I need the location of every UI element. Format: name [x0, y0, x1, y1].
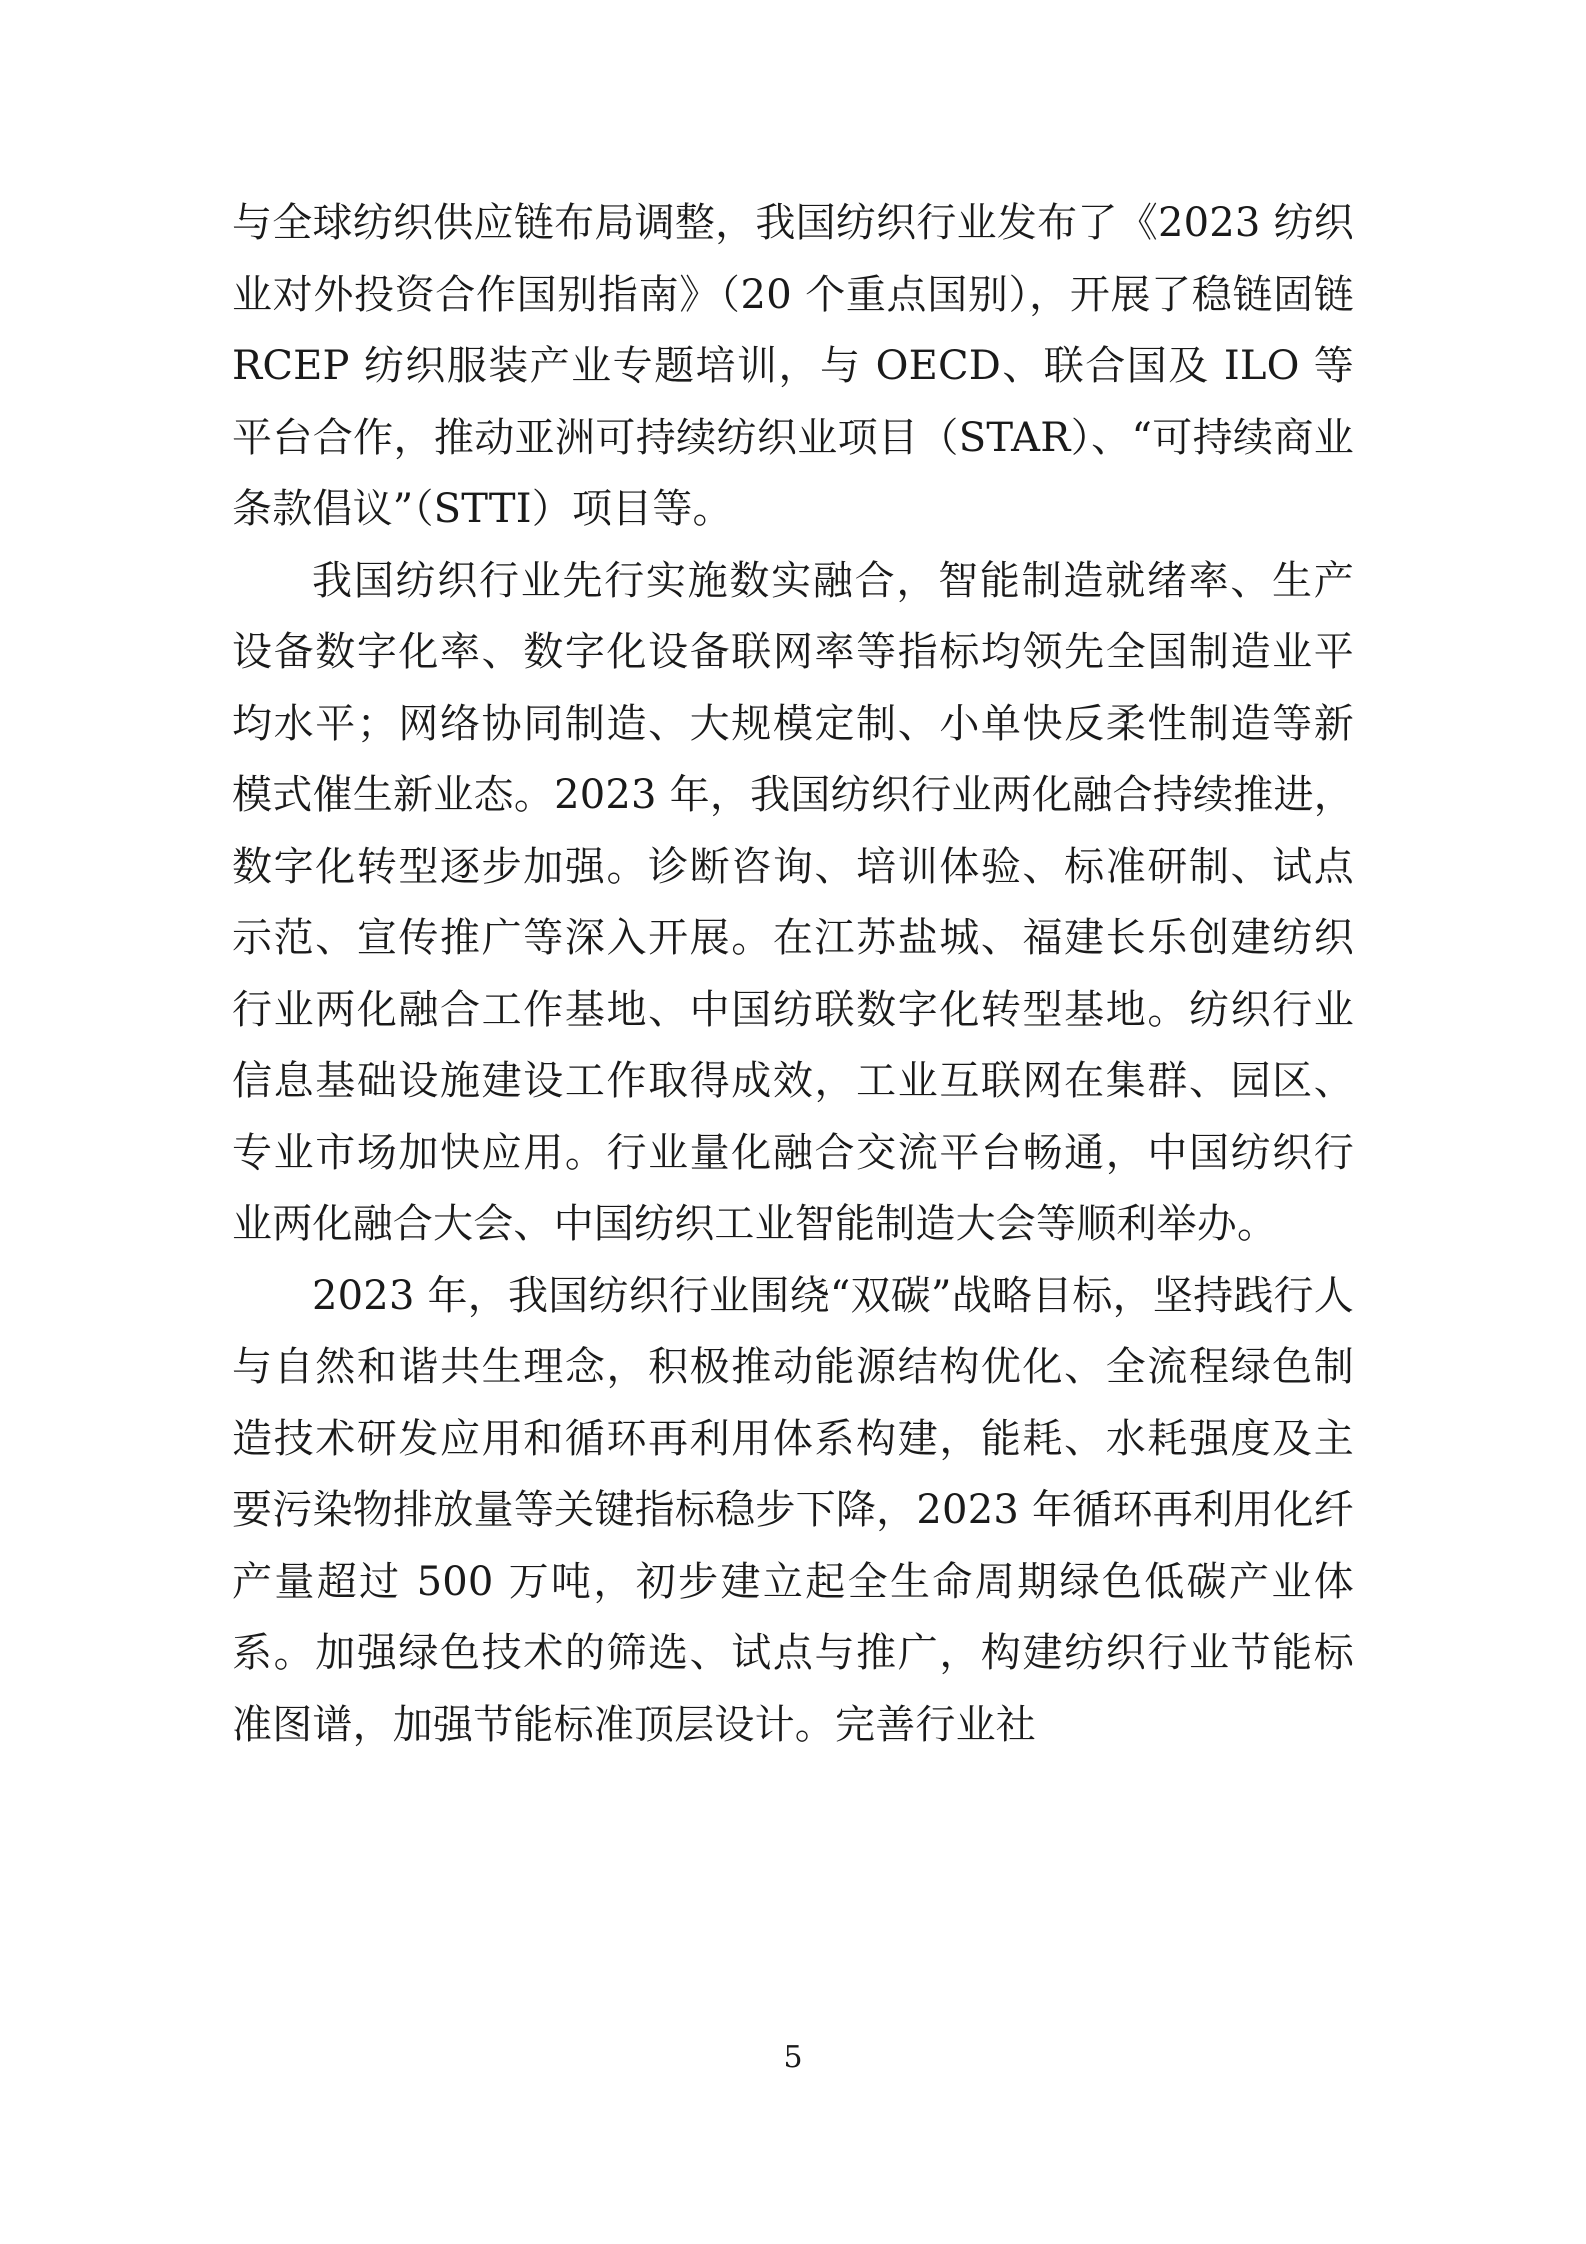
page-number: 5	[783, 2040, 803, 2075]
paragraph-2: 我国纺织行业先行实施数实融合，智能制造就绪率、生产设备数字化率、数字化设备联网率等指标均领先全国制造业平均水平；网络协同制造、大规模定制、小单快反柔性制造等新模式催生新业态。2023 年，我国纺织行业两化融合持续推进，数字化转型逐步加强。诊断咨询、培训体验、标准研制、试点示范、宣传推广等深入开展。在江苏盐城、福建长乐创建纺织行业两化融合工作基地、中国纺联数字化转型基地。纺织行业信息基础设施建设工作取得成效，工业互联网在集群、园区、专业市场加快应用。行业量化融合交流平台畅通，中国纺织行业两化融合大会、中国纺织工业智能制造大会等顺利举办。	[232, 557, 1354, 1247]
paragraph-3: 2023 年，我国纺织行业围绕“双碳”战略目标，坚持践行人与自然和谐共生理念，积极推动能源结构优化、全流程绿色制造技术研发应用和循环再利用体系构建，能耗、水耗强度及主要污染物排放量等关键指标稳步下降，2023 年循环再利用化纤产量超过 500 万吨，初步建立起全生命周期绿色低碳产业体系。加强绿色技术的筛选、试点与推广，构建纺织行业节能标准图谱，加强节能标准顶层设计。完善行业社	[232, 1272, 1354, 1748]
paragraph-1: 与全球纺织供应链布局调整，我国纺织行业发布了《2023 纺织业对外投资合作国别指南》（20 个重点国别），开展了稳链固链 RCEP 纺织服装产业专题培训，与 OECD、联合国及 ILO 等平台合作，推动亚洲可持续纺织业项目（STAR）、“可持续商业条款倡议”（STTI）项目等。	[232, 200, 1354, 532]
page-body	[232, 188, 1354, 1761]
